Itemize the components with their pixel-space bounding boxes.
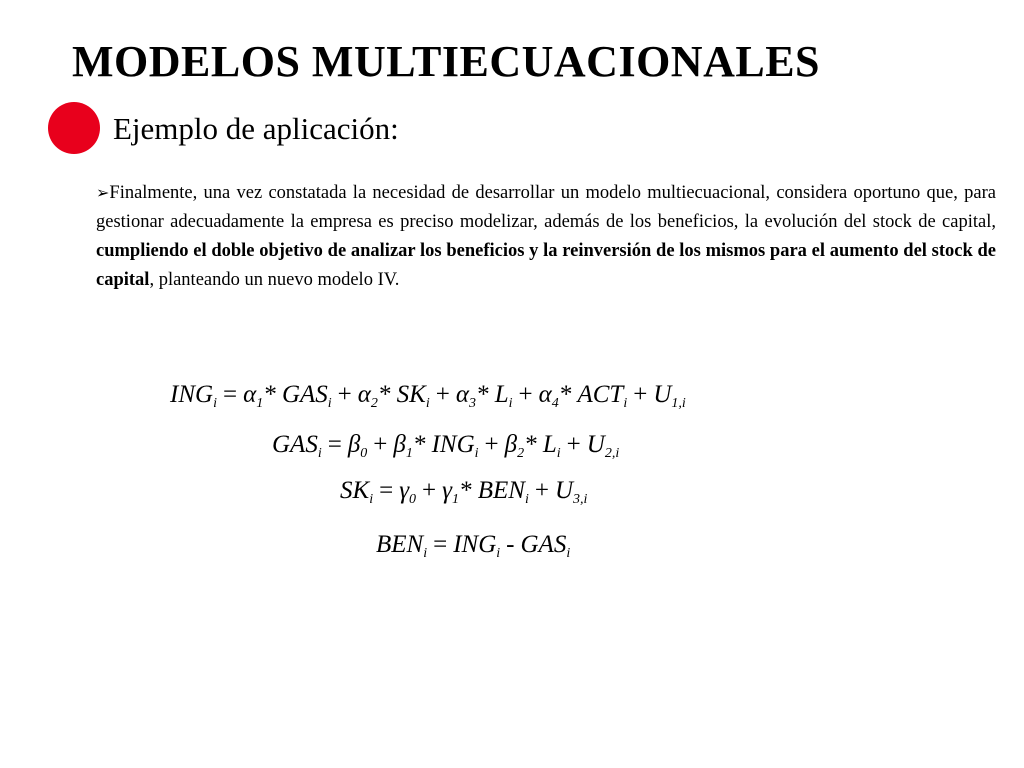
eq-subscript: i [508, 396, 513, 411]
eq-subscript: 1 [452, 492, 460, 507]
eq-coef: β [347, 431, 361, 458]
eq-var: SK [396, 381, 426, 408]
eq-subscript: i [213, 396, 217, 411]
eq-var: SK [340, 477, 370, 504]
arrow-bullet-icon: ➢ [96, 183, 110, 202]
eq-operator: + [566, 431, 581, 458]
eq-operator: - [506, 531, 515, 558]
eq-subscript: i [369, 492, 374, 507]
eq-var: GAS [520, 531, 567, 558]
eq-subscript: 1 [256, 396, 264, 411]
eq-var: U [586, 431, 605, 458]
eq-var: GAS [272, 431, 318, 458]
eq-coef: β [504, 431, 518, 458]
eq-var: ACT [577, 381, 624, 408]
paragraph-text-bold: cumpliendo el doble objetivo de analizar los beneficios y la reinversión de los mismos para el aumento del stock de capital [96, 241, 996, 290]
eq-operator: + [337, 381, 352, 408]
eq-coef: γ [399, 477, 410, 504]
eq-var: U [554, 477, 574, 504]
eq-coef: α [455, 381, 469, 408]
eq-subscript: 2 [370, 396, 378, 411]
eq-coef: β [393, 431, 406, 458]
eq-subscript: i [423, 546, 428, 561]
eq-operator: * [475, 381, 489, 408]
slide-subtitle: Ejemplo de aplicación: [113, 111, 399, 146]
eq-operator: + [534, 477, 549, 504]
slide-title: MODELOS MULTIECUACIONALES [72, 37, 821, 86]
eq-operator: + [373, 431, 388, 458]
eq-subscript: 1,i [671, 396, 686, 411]
eq-subscript: i [623, 396, 628, 411]
equation-gas [272, 432, 619, 461]
eq-var: U [653, 381, 672, 408]
eq-subscript: i [474, 446, 479, 461]
paragraph-text-end: , planteando un nuevo modelo IV. [149, 270, 400, 290]
eq-var: L [494, 381, 509, 408]
eq-subscript: i [524, 492, 529, 507]
eq-var: GAS [281, 381, 328, 408]
eq-subscript: 2,i [604, 446, 620, 461]
eq-subscript: i [327, 396, 332, 411]
eq-operator: + [484, 431, 499, 458]
eq-operator: = [379, 477, 394, 504]
eq-operator: * [558, 381, 572, 408]
eq-subscript: 3,i [573, 492, 588, 507]
eq-operator: = [222, 381, 238, 408]
equation-ben [376, 532, 570, 561]
eq-coef: γ [442, 477, 453, 504]
equation-sk [340, 478, 587, 507]
eq-subscript: 0 [360, 446, 368, 461]
eq-subscript: 0 [409, 492, 417, 507]
eq-subscript: i [317, 446, 322, 461]
body-paragraph [96, 178, 996, 295]
eq-operator: + [422, 477, 437, 504]
eq-subscript: i [556, 446, 561, 461]
eq-operator: = [327, 431, 342, 458]
eq-operator: + [518, 381, 533, 408]
eq-operator: = [433, 531, 448, 558]
eq-subscript: 2 [517, 446, 525, 461]
eq-operator: * [524, 431, 537, 458]
eq-var: L [542, 431, 557, 458]
paragraph-text-intro: Finalmente, una vez constatada la necesidad de desarrollar un modelo multiecuacional, considera oportuno que, para gestionar adecuadamente la empresa es preciso modelizar, además de los beneficios, la evolución del stock de capital, [96, 183, 996, 232]
eq-subscript: i [425, 396, 430, 411]
eq-var: ING [431, 431, 475, 458]
eq-coef: α [538, 381, 552, 408]
eq-var: BEN [376, 531, 424, 558]
eq-operator: + [435, 381, 450, 408]
eq-operator: * [263, 381, 276, 408]
eq-operator: + [633, 381, 648, 408]
eq-subscript: 1 [405, 446, 413, 461]
eq-subscript: i [566, 546, 571, 561]
eq-subscript: 3 [468, 396, 476, 411]
eq-coef: α [357, 381, 371, 408]
eq-coef: α [243, 381, 257, 408]
eq-subscript: i [496, 546, 501, 561]
eq-subscript: 4 [551, 396, 559, 411]
equation-ing [170, 382, 686, 411]
red-bullet-icon [48, 102, 100, 154]
eq-var: ING [170, 381, 214, 408]
eq-operator: * [459, 477, 472, 504]
eq-var: ING [453, 531, 497, 558]
eq-var: BEN [477, 477, 525, 504]
eq-operator: * [377, 381, 391, 408]
eq-operator: * [412, 431, 426, 458]
